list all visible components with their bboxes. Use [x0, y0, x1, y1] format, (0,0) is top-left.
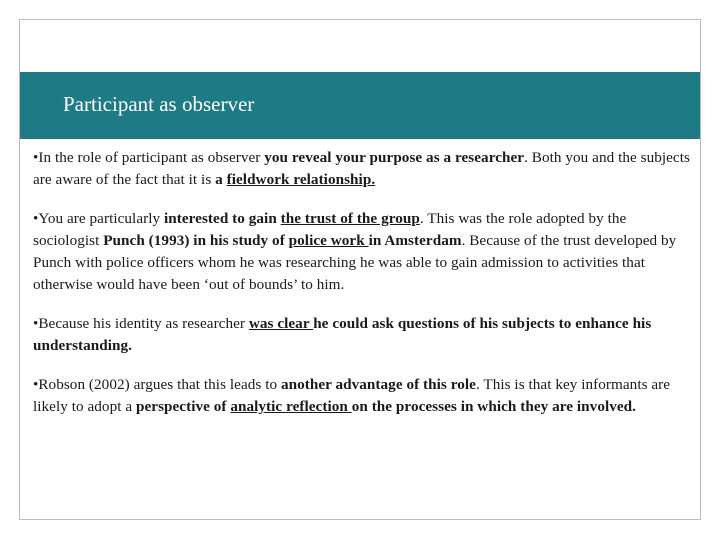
text-run: •Because his identity as researcher [33, 315, 249, 332]
title-band [20, 72, 700, 139]
bullet-paragraph-2 [33, 208, 693, 296]
text-run: . This is that key informants are likely to adopt a [33, 376, 671, 415]
bullet-paragraph-4 [33, 374, 693, 418]
text-run: . Because of the trust developed by Punch with police officers whom he was researching he was able to gain admission to activities that otherwise would have been ‘out of bounds’ to him. [33, 232, 677, 293]
text-run-bold: you reveal your purpose as a researcher [264, 149, 525, 166]
text-run-bold-underlined: the trust of the group [280, 210, 420, 227]
text-run-bold-underlined: was clear [248, 315, 314, 332]
text-run-bold: Punch (1993) in his study of [103, 232, 289, 249]
text-run: •You are particularly [33, 210, 164, 227]
text-run-bold: in Amsterdam [368, 232, 462, 249]
text-run-bold: another advantage of this role [280, 376, 476, 393]
text-run-bold: he could ask questions of his subjects to enhance his understanding. [33, 315, 652, 354]
text-run: •Robson (2002) argues that this leads to [33, 376, 281, 393]
text-run: •In the role of participant as observer [33, 149, 265, 166]
slide-body [33, 147, 693, 435]
text-run-bold: perspective of [135, 398, 231, 415]
text-run: . Both you and the subjects are aware of the fact that it is [33, 149, 690, 188]
bullet-paragraph-3 [33, 313, 693, 357]
text-run: . This was the role adopted by the sociologist [33, 210, 627, 249]
text-run-bold: on the processes in which they are involved. [351, 398, 637, 415]
text-run-bold: a [215, 171, 227, 188]
text-run-bold-underlined: police work [288, 232, 369, 249]
text-run-bold-underlined: fieldwork relationship. [226, 171, 376, 188]
bullet-paragraph-1 [33, 147, 693, 191]
text-run-bold-underlined: analytic reflection [230, 398, 352, 415]
slide-title: Participant as observer [63, 92, 255, 116]
slide [19, 19, 701, 520]
text-run-bold: interested to gain [163, 210, 281, 227]
